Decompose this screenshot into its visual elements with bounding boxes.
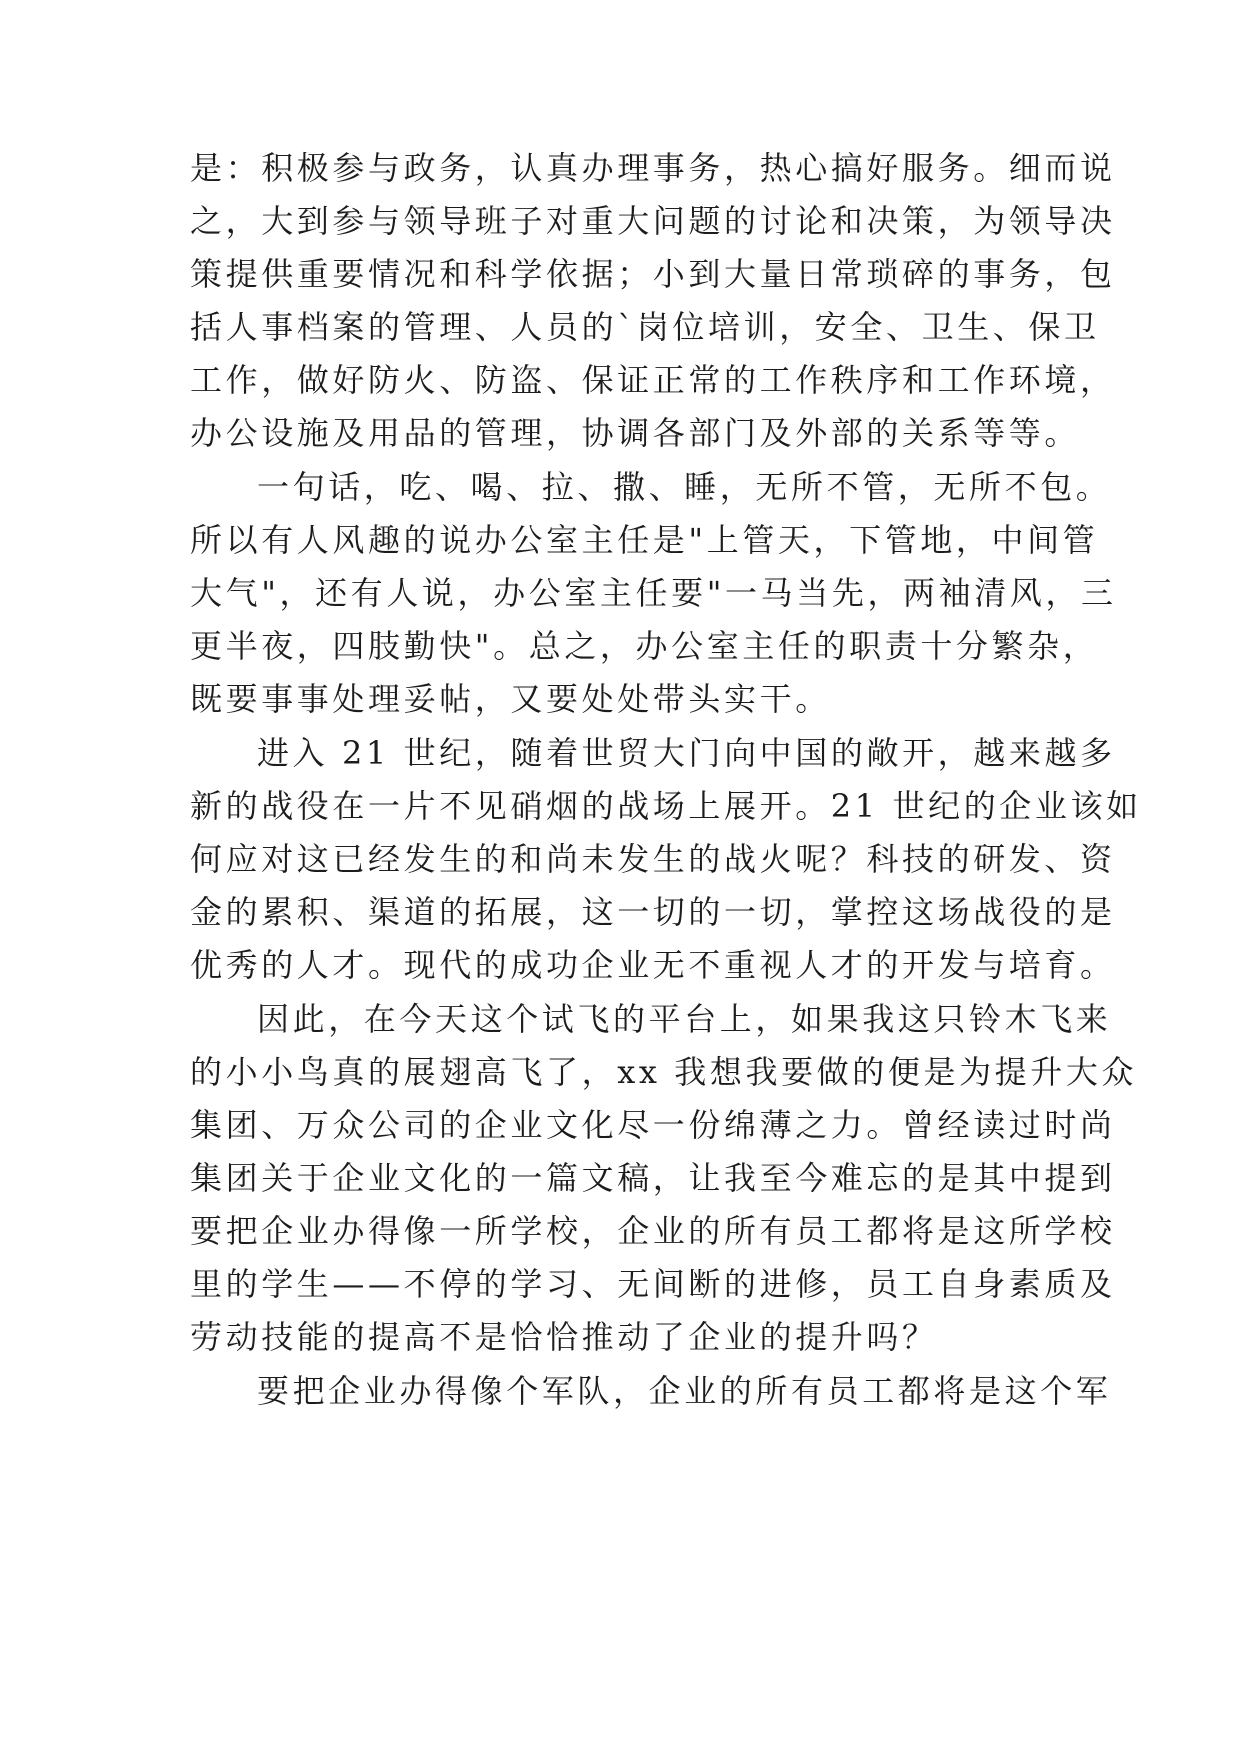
text-line: 是：积极参与政务，认真办理事务，热心搞好服务。细而说 — [190, 149, 1116, 187]
text-line: 金的累积、渠道的拓展，这一切的一切，掌控这场战役的是 — [190, 893, 1116, 931]
text-line: 要把企业办得像一所学校，企业的所有员工都将是这所学校 — [190, 1212, 1116, 1250]
text-line: 策提供重要情况和科学依据；小到大量日常琐碎的事务，包 — [190, 255, 1116, 293]
text-line: 之，大到参与领导班子对重大问题的讨论和决策，为领导决 — [190, 202, 1116, 240]
text-line: 工作，做好防火、防盗、保证正常的工作秩序和工作环境， — [190, 361, 1116, 399]
paragraph-first-line: 进入 21 世纪，随着世贸大门向中国的敞开，越来越多 — [257, 734, 1116, 772]
text-line: 更半夜，四肢勤快"。总之，办公室主任的职责十分繁杂， — [190, 627, 1099, 665]
text-line: 集团关于企业文化的一篇文稿，让我至今难忘的是其中提到 — [190, 1159, 1116, 1197]
paragraph-first-line: 一句话，吃、喝、拉、撒、睡，无所不管，无所不包。 — [257, 468, 1112, 506]
text-line: 办公设施及用品的管理，协调各部门及外部的关系等等。 — [190, 414, 1081, 452]
paragraph-first-line: 因此，在今天这个试飞的平台上，如果我这只铃木飞来 — [257, 1000, 1112, 1038]
text-line: 括人事档案的管理、人员的`岗位培训，安全、卫生、保卫 — [190, 308, 1100, 346]
text-line: 劳动技能的提高不是恰恰推动了企业的提升吗？ — [190, 1318, 938, 1356]
text-line: 所以有人风趣的说办公室主任是"上管天，下管地，中间管 — [190, 521, 1099, 559]
paragraph-first-line: 要把企业办得像个军队，企业的所有员工都将是这个军 — [257, 1372, 1112, 1410]
text-line: 既要事事处理妥帖，又要处处带头实干。 — [190, 680, 831, 718]
text-line: 里的学生——不停的学习、无间断的进修，员工自身素质及 — [190, 1265, 1116, 1303]
text-line: 集团、万众公司的企业文化尽一份绵薄之力。曾经读过时尚 — [190, 1106, 1116, 1144]
text-line: 的小小鸟真的展翅高飞了，xx 我想我要做的便是为提升大众 — [190, 1053, 1138, 1091]
text-line: 新的战役在一片不见硝烟的战场上展开。21 世纪的企业该如 — [190, 787, 1142, 825]
text-line: 优秀的人才。现代的成功企业无不重视人才的开发与培育。 — [190, 946, 1116, 984]
text-line: 大气"，还有人说，办公室主任要"一马当先，两袖清风，三 — [190, 574, 1117, 612]
text-line: 何应对这已经发生的和尚未发生的战火呢？科技的研发、资 — [190, 840, 1116, 878]
